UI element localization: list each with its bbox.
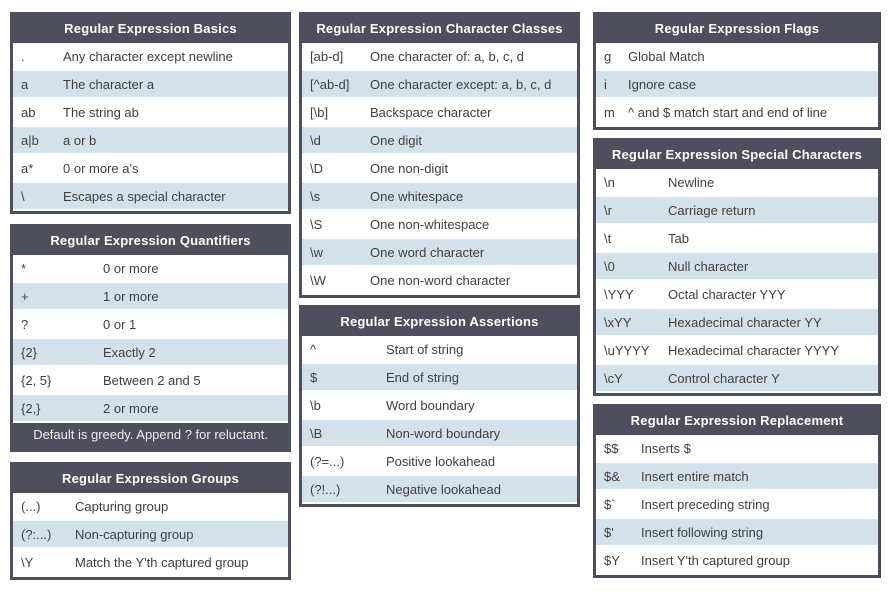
pattern-description: Carriage return — [668, 203, 756, 218]
table-row — [13, 43, 288, 71]
pattern-code: {2,} — [21, 401, 41, 416]
pattern-code: \t — [604, 231, 612, 246]
pattern-code: \0 — [604, 259, 615, 274]
column-middle — [299, 12, 580, 507]
table-row — [596, 463, 878, 491]
pattern-code: [ab-d] — [310, 49, 344, 64]
table-row — [596, 225, 878, 253]
table-body — [596, 43, 878, 127]
table-footer-note: Default is greedy. Append ? for reluctant. — [13, 423, 288, 449]
pattern-code: \ — [21, 189, 25, 204]
table-row — [596, 491, 878, 519]
pattern-code: (...) — [21, 499, 41, 514]
table-row — [596, 197, 878, 225]
pattern-code: $` — [604, 497, 616, 512]
table-title: Regular Expression Character Classes — [302, 15, 577, 43]
table-basics — [10, 12, 291, 214]
table-title: Regular Expression Basics — [13, 15, 288, 43]
pattern-description: Positive lookahead — [386, 454, 496, 469]
table-assertions — [299, 305, 580, 507]
table-row — [13, 127, 288, 155]
pattern-code: g — [604, 49, 612, 64]
pattern-description: Inserts $ — [641, 441, 691, 456]
table-title: Regular Expression Special Characters — [596, 141, 878, 169]
table-row — [596, 169, 878, 197]
pattern-description: 0 or 1 — [103, 317, 137, 332]
pattern-code: \B — [310, 426, 323, 441]
pattern-code: (?=...) — [310, 454, 345, 469]
table-row — [13, 549, 288, 577]
pattern-description: Hexadecimal character YY — [668, 315, 822, 330]
table-row — [596, 519, 878, 547]
pattern-description: One non-word character — [370, 273, 511, 288]
pattern-description: 0 or more a's — [63, 161, 139, 176]
pattern-code: \d — [310, 133, 321, 148]
pattern-code: {2, 5} — [21, 373, 52, 388]
pattern-code: [^ab-d] — [310, 77, 350, 92]
pattern-code: ab — [21, 105, 36, 120]
pattern-code: $ — [310, 370, 318, 385]
pattern-description: Hexadecimal character YYYY — [668, 343, 840, 358]
pattern-description: Null character — [668, 259, 749, 274]
pattern-code: \W — [310, 273, 326, 288]
pattern-description: One digit — [370, 133, 423, 148]
pattern-description: a or b — [63, 133, 97, 148]
column-right — [593, 12, 881, 578]
table-row — [596, 71, 878, 99]
pattern-description: Control character Y — [668, 371, 780, 386]
pattern-code: a* — [21, 161, 34, 176]
table-body — [13, 493, 288, 577]
table-row — [13, 339, 288, 367]
pattern-code: $' — [604, 525, 614, 540]
table-row — [13, 99, 288, 127]
pattern-description: Insert entire match — [641, 469, 749, 484]
pattern-description: Insert preceding string — [641, 497, 770, 512]
pattern-description: Global Match — [628, 49, 705, 64]
table-row — [302, 127, 577, 155]
pattern-description: One non-whitespace — [370, 217, 490, 232]
column-left — [10, 12, 291, 580]
table-replacement — [593, 404, 881, 578]
pattern-description: One character except: a, b, c, d — [370, 77, 552, 92]
table-body — [596, 435, 878, 575]
pattern-code: a|b — [21, 133, 39, 148]
table-row — [13, 311, 288, 339]
pattern-description: One whitespace — [370, 189, 464, 204]
table-row — [302, 71, 577, 99]
table-row — [13, 283, 288, 311]
pattern-code: \S — [310, 217, 323, 232]
pattern-code: * — [21, 261, 27, 276]
pattern-description: Insert following string — [641, 525, 764, 540]
table-title: Regular Expression Quantifiers — [13, 227, 288, 255]
table-row — [302, 267, 577, 295]
pattern-code: {2} — [21, 345, 37, 360]
pattern-code: $Y — [604, 553, 620, 568]
table-body — [302, 43, 577, 295]
pattern-code: \s — [310, 189, 321, 204]
pattern-description: Backspace character — [370, 105, 492, 120]
pattern-description: 0 or more — [103, 261, 159, 276]
table-row — [302, 336, 577, 364]
pattern-code: \D — [310, 161, 323, 176]
pattern-description: Capturing group — [75, 499, 169, 514]
table-row — [596, 43, 878, 71]
table-row — [596, 309, 878, 337]
pattern-code: \cY — [604, 371, 623, 386]
table-row — [13, 183, 288, 211]
table-row — [302, 476, 577, 504]
pattern-description: 1 or more — [103, 289, 159, 304]
pattern-description: Between 2 and 5 — [103, 373, 201, 388]
pattern-code: . — [21, 49, 25, 64]
pattern-code: ? — [21, 317, 29, 332]
pattern-description: The character a — [63, 77, 155, 92]
pattern-code: ^ — [310, 342, 317, 357]
pattern-description: Match the Y'th captured group — [75, 555, 249, 570]
pattern-code: \xYY — [604, 315, 632, 330]
table-row — [13, 255, 288, 283]
pattern-description: One non-digit — [370, 161, 449, 176]
table-row — [13, 155, 288, 183]
pattern-code: \uYYYY — [604, 343, 650, 358]
table-row — [596, 253, 878, 281]
pattern-description: 2 or more — [103, 401, 159, 416]
table-row — [596, 99, 878, 127]
pattern-description: Start of string — [386, 342, 464, 357]
pattern-code: (?!...) — [310, 482, 341, 497]
table-title: Regular Expression Flags — [596, 15, 878, 43]
table-row — [302, 392, 577, 420]
table-row — [302, 239, 577, 267]
table-row — [596, 435, 878, 463]
pattern-code: m — [604, 105, 615, 120]
table-row — [302, 448, 577, 476]
table-row — [302, 211, 577, 239]
table-row — [596, 281, 878, 309]
pattern-description: One word character — [370, 245, 485, 260]
table-row — [302, 43, 577, 71]
pattern-description: Ignore case — [628, 77, 696, 92]
table-row — [596, 365, 878, 393]
pattern-code: \YYY — [604, 287, 634, 302]
table-row — [13, 71, 288, 99]
table-row — [302, 99, 577, 127]
table-quantifiers — [10, 224, 291, 452]
pattern-description: ^ and $ match start and end of line — [628, 105, 828, 120]
table-special-characters — [593, 138, 881, 396]
pattern-code: a — [21, 77, 29, 92]
table-body — [596, 169, 878, 393]
pattern-code: (?:...) — [21, 527, 52, 542]
pattern-code: \r — [604, 203, 612, 218]
pattern-code: \n — [604, 175, 615, 190]
table-body — [302, 336, 577, 504]
table-body — [13, 43, 288, 211]
pattern-description: End of string — [386, 370, 459, 385]
pattern-code: [\b] — [310, 105, 329, 120]
table-row — [302, 420, 577, 448]
pattern-code: $$ — [604, 441, 619, 456]
table-title: Regular Expression Replacement — [596, 407, 878, 435]
table-row — [13, 367, 288, 395]
pattern-description: Word boundary — [386, 398, 475, 413]
table-groups — [10, 462, 291, 580]
pattern-code: + — [21, 289, 29, 304]
table-row — [302, 364, 577, 392]
pattern-description: Negative lookahead — [386, 482, 501, 497]
pattern-code: i — [604, 77, 607, 92]
pattern-description: Non-capturing group — [75, 527, 194, 542]
table-title: Regular Expression Groups — [13, 465, 288, 493]
pattern-description: One character of: a, b, c, d — [370, 49, 524, 64]
pattern-description: Octal character YYY — [668, 287, 786, 302]
table-row — [596, 547, 878, 575]
pattern-description: Escapes a special character — [63, 189, 226, 204]
pattern-description: Exactly 2 — [103, 345, 156, 360]
pattern-description: Tab — [668, 231, 689, 246]
table-row — [13, 395, 288, 423]
table-row — [302, 183, 577, 211]
table-row — [13, 493, 288, 521]
pattern-description: Newline — [668, 175, 715, 190]
pattern-description: The string ab — [63, 105, 139, 120]
pattern-code: $& — [604, 469, 620, 484]
table-row — [302, 155, 577, 183]
pattern-description: Insert Y'th captured group — [641, 553, 790, 568]
pattern-description: Any character except newline — [63, 49, 233, 64]
table-row — [13, 521, 288, 549]
pattern-code: \b — [310, 398, 321, 413]
pattern-code: \w — [310, 245, 323, 260]
table-title: Regular Expression Assertions — [302, 308, 577, 336]
table-flags — [593, 12, 881, 130]
pattern-code: \Y — [21, 555, 34, 570]
pattern-description: Non-word boundary — [386, 426, 501, 441]
table-character-classes — [299, 12, 580, 298]
table-body — [13, 255, 288, 423]
table-row — [596, 337, 878, 365]
